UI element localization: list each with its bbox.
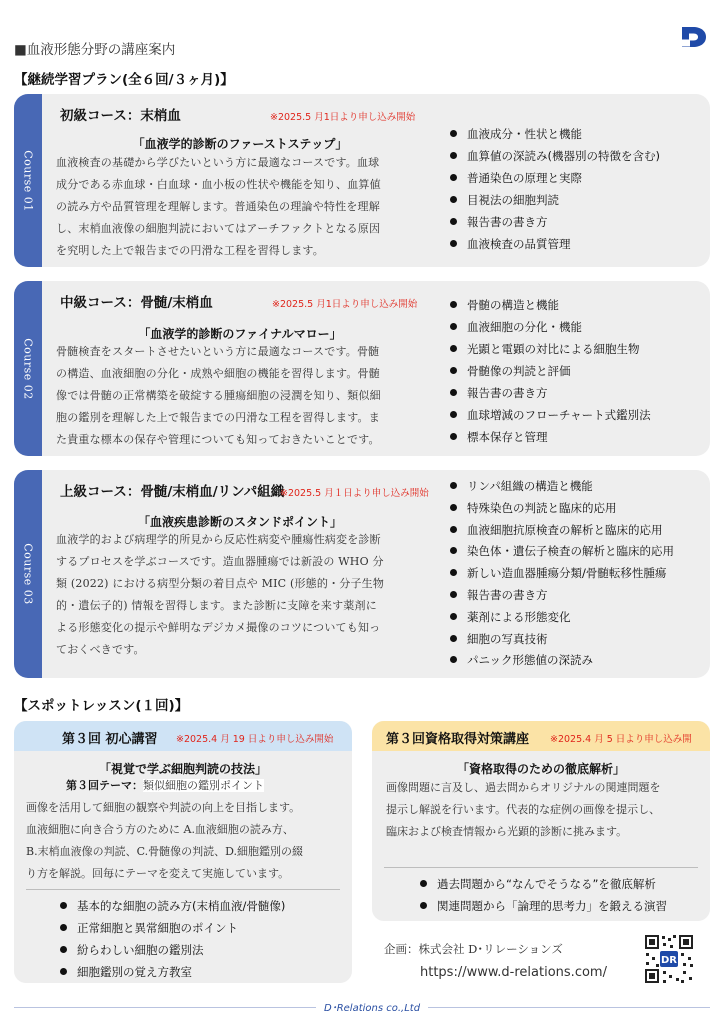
- qr-code-icon[interactable]: [643, 933, 695, 985]
- qr-center-label: DR: [660, 955, 678, 966]
- page-title: ■血液形態分野の講座案内: [14, 42, 176, 58]
- course-application-note: ※2025.5 月１日より申し込み開始: [280, 488, 429, 499]
- topic-item: 新しい造血器腫瘍分類/骨髄転移性腫瘍: [450, 563, 674, 585]
- course-side-label: Course 02: [21, 337, 35, 400]
- course-topic-list: [450, 123, 660, 255]
- topic-item: 過去問題から“なんでそうなる”を徹底解析: [420, 873, 667, 895]
- course-description: 血液検査の基礎から学びたいという方に最適なコースです。血球 成分である赤血球・白血球・血小板の性状や機能を知り、血算値 の読み方や品質管理を理解します。普通染色の理論や特性を理解 し、末梢血液像の細胞判読においてはアーチファクトとなる原因 を究明した上で報告までの円滑な工程を習得します。: [56, 156, 381, 257]
- course-side-bar: [14, 470, 42, 678]
- spot-description: 画像問題に言及し、過去問からオリジナルの関連問題を 提示し解説を行います。代表的な症例の画像を提示し、 臨床および検査情報から光顕的診断に挑みます。: [386, 781, 661, 838]
- topic-item: リンパ組織の構造と機能: [450, 476, 674, 498]
- topic-item: 細胞の写真技術: [450, 629, 674, 651]
- course-description: 血液学的および病理学的所見から反応性病変や腫瘍性病変を診断 するプロセスを学ぶコースです。造血器腫瘍では新設の WHO 分 類 (2022) における病型分類の着目点や MIC (形態的・分子生物 的・遺伝子的) 情報を習得します。また診断に支障を来す薬剤に よる形態変化の提示や鮮明なデジカメ撮像のコツについても知っ ておくべきです。: [56, 533, 385, 656]
- course-card-03: [14, 470, 710, 678]
- course-side-bar: [14, 94, 42, 267]
- spot-lesson-beginner: [14, 721, 352, 983]
- spot-lesson-qualification: [372, 721, 710, 921]
- organizer: 企画：株式会社 D･リレーションズ: [384, 942, 563, 956]
- spot-topic-list: [420, 873, 667, 917]
- spot-application-note: ※2025.4 月 5 日より申し込み開: [550, 734, 692, 745]
- course-description: 骨髄検査をスタートさせたいという方に最適なコースです。骨髄 の構造、血液細胞の分化・成熟や細胞の機能を習得します。骨髄 像では骨髄の正常構築を破綻する腫瘍細胞の浸潤を知り、類似細 胞の鑑別を理解した上で報告までの円滑な工程を習得します。ま た貴重な標本の保存や管理についても知っておきたいことです。: [56, 345, 381, 446]
- spot-theme: [66, 775, 264, 797]
- spot-application-note: ※2025.4 月 19 日より申し込み開始: [176, 734, 334, 745]
- topic-item: 正常細胞と異常細胞のポイント: [60, 917, 285, 939]
- spot-lesson-title: 第３回資格取得対策講座: [386, 732, 530, 747]
- course-side-label: Course 03: [21, 543, 35, 605]
- topic-item: 報告書の書き方: [450, 585, 674, 607]
- topic-item: 血算値の深読み(機器別の特徴を含む): [450, 145, 660, 167]
- spot-lesson-title: 第３回 初心講習: [62, 732, 158, 747]
- d-relations-logo: [681, 24, 707, 50]
- topic-item: 細胞鑑別の覚え方教室: [60, 961, 285, 983]
- topic-item: パニック形態値の深読み: [450, 650, 674, 672]
- topic-item: 普通染色の原理と実際: [450, 167, 660, 189]
- divider: [26, 889, 340, 890]
- plan-section-title: 【継続学習プラン(全６回/３ヶ月)】: [14, 72, 234, 88]
- course-card-01: [14, 94, 710, 267]
- course-catchphrase: 「血液学的診断のファイナルマロー」: [138, 327, 342, 341]
- course-name: 上級コース：骨髄/末梢血/リンパ組織: [60, 484, 285, 500]
- topic-item: 特殊染色の判読と臨床的応用: [450, 498, 674, 520]
- course-application-note: ※2025.5 月1日より申し込み開始: [270, 112, 416, 123]
- footer-brand: D･Relations co.,Ltd: [316, 999, 428, 1014]
- spot-description: 画像を活用して細胞の観察や判読の向上を目指します。 血液細胞に向き合う方のために A.血液細胞の読み方、 B.末梢血液像の判読、C.骨髄像の判読、D.細胞鑑別の綴 り方を解説。回毎にテーマを変えて実施しています。: [26, 801, 304, 880]
- divider: [384, 867, 698, 868]
- course-name: 初級コース：末梢血: [60, 108, 181, 124]
- spot-theme-label: 第３回テーマ：: [66, 779, 143, 792]
- course-side-label: Course 01: [21, 149, 35, 212]
- topic-item: 目視法の細胞判読: [450, 189, 660, 211]
- spot-theme-value: 類似細胞の鑑別ポイント: [143, 779, 264, 792]
- topic-item: 血液検査の品質管理: [450, 233, 660, 255]
- course-topic-list: [450, 294, 651, 448]
- topic-item: 骨髄像の判読と評価: [450, 360, 651, 382]
- spot-catchphrase: 「視覚で学ぶ細胞判読の技法」: [98, 762, 267, 776]
- course-card-02: [14, 281, 710, 456]
- topic-item: 染色体・遺伝子検査の解析と臨床的応用: [450, 541, 674, 563]
- course-catchphrase: 「血液疾患診断のスタンドポイント」: [137, 515, 342, 529]
- course-catchphrase: 「血液学的診断のファーストステップ」: [132, 137, 348, 151]
- topic-item: 血液成分・性状と機能: [450, 123, 660, 145]
- topic-item: 紛らわしい細胞の鑑別法: [60, 939, 285, 961]
- website-url[interactable]: https://www.d-relations.com/: [420, 965, 607, 980]
- topic-item: 骨髄の構造と機能: [450, 294, 651, 316]
- topic-item: 標本保存と管理: [450, 426, 651, 448]
- course-application-note: ※2025.5 月1日より申し込み開始: [272, 299, 418, 310]
- topic-item: 関連問題から「論理的思考力」を鍛える演習: [420, 895, 667, 917]
- spot-section-title: 【スポットレッスン(１回)】: [14, 698, 189, 714]
- topic-item: 薬剤による形態変化: [450, 607, 674, 629]
- topic-item: 基本的な細胞の読み方(末梢血液/骨髄像): [60, 895, 285, 917]
- course-name: 中級コース：骨髄/末梢血: [60, 295, 213, 311]
- course-topic-list: [450, 476, 674, 672]
- topic-item: 光顕と電顕の対比による細胞生物: [450, 338, 651, 360]
- spot-topic-list: [60, 895, 285, 983]
- topic-item: 報告書の書き方: [450, 382, 651, 404]
- topic-item: 血液細胞抗原検査の解析と臨床的応用: [450, 520, 674, 542]
- topic-item: 血球増減のフローチャート式鑑別法: [450, 404, 651, 426]
- spot-catchphrase: 「資格取得のための徹底解析」: [456, 762, 625, 776]
- course-side-bar: [14, 281, 42, 456]
- topic-item: 報告書の書き方: [450, 211, 660, 233]
- topic-item: 血液細胞の分化・機能: [450, 316, 651, 338]
